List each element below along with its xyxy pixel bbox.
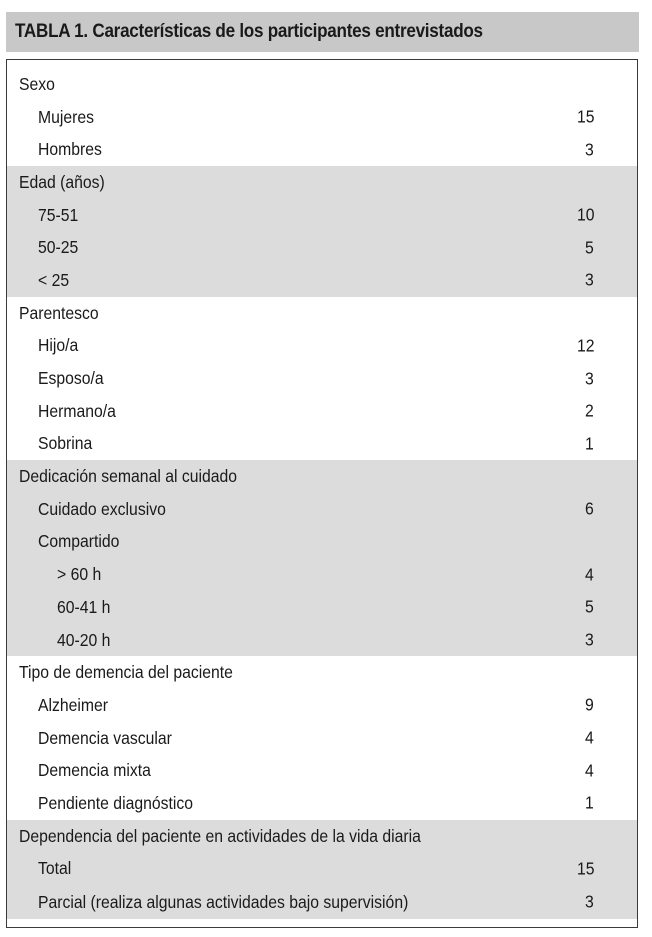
row-label: Alzheimer bbox=[38, 694, 109, 715]
group-heading: Tipo de demencia del paciente bbox=[19, 662, 233, 683]
group-heading: Dedicación semanal al cuidado bbox=[19, 466, 238, 487]
row-value: 4 bbox=[585, 760, 594, 781]
group-sexo bbox=[7, 68, 637, 166]
row-value: 9 bbox=[585, 694, 594, 715]
row-label: Esposo/a bbox=[38, 368, 104, 389]
table-row bbox=[7, 853, 637, 886]
table-row bbox=[7, 264, 637, 297]
row-label: Demencia vascular bbox=[38, 727, 172, 748]
table-row bbox=[7, 722, 637, 755]
characteristics-table bbox=[6, 59, 638, 928]
row-value: 3 bbox=[585, 368, 594, 389]
group-dedicacion bbox=[7, 460, 637, 656]
table-row bbox=[7, 231, 637, 264]
group-heading: Sexo bbox=[19, 73, 55, 94]
table-row bbox=[7, 493, 637, 526]
row-value: 3 bbox=[585, 269, 594, 290]
row-label: Pendiente diagnóstico bbox=[38, 792, 193, 813]
table-row bbox=[7, 526, 637, 559]
row-label: 50-25 bbox=[38, 237, 79, 258]
group-heading: Edad (años) bbox=[19, 171, 105, 192]
row-value: 3 bbox=[585, 891, 594, 912]
row-value: 5 bbox=[585, 596, 594, 617]
row-value: 3 bbox=[585, 629, 594, 650]
row-label: 60-41 h bbox=[57, 596, 111, 617]
row-label: 75-51 bbox=[38, 204, 79, 225]
table-row bbox=[7, 689, 637, 722]
row-label: Hombres bbox=[38, 139, 102, 160]
row-label: Compartido bbox=[38, 531, 120, 552]
row-value: 15 bbox=[576, 858, 594, 879]
table-title: TABLA 1. Características de los participantes entrevistados bbox=[15, 21, 483, 42]
group-parentesco bbox=[7, 297, 637, 460]
group-tipo-demencia bbox=[7, 656, 637, 819]
table-row bbox=[7, 787, 637, 820]
row-value: 1 bbox=[585, 433, 594, 454]
row-label: Total bbox=[38, 858, 72, 879]
table-row bbox=[7, 624, 637, 657]
row-label: Hermano/a bbox=[38, 400, 116, 421]
table-row bbox=[7, 133, 637, 166]
row-value: 2 bbox=[585, 400, 594, 421]
table-row bbox=[7, 591, 637, 624]
table-title-bar bbox=[6, 12, 639, 52]
row-value: 6 bbox=[585, 498, 594, 519]
row-value: 4 bbox=[585, 564, 594, 585]
table-row bbox=[7, 330, 637, 363]
row-label: 40-20 h bbox=[57, 629, 111, 650]
table-row bbox=[7, 754, 637, 787]
table-row bbox=[7, 199, 637, 232]
row-label: Hijo/a bbox=[38, 335, 79, 356]
group-dependencia bbox=[7, 820, 637, 919]
row-value: 1 bbox=[585, 792, 594, 813]
row-label: Cuidado exclusivo bbox=[38, 498, 166, 519]
table-row bbox=[7, 885, 637, 919]
row-label: Parcial (realiza algunas actividades bajo supervisión) bbox=[38, 891, 409, 912]
row-value: 12 bbox=[576, 335, 594, 356]
row-label: < 25 bbox=[38, 269, 70, 290]
row-value: 10 bbox=[576, 204, 594, 225]
table-row bbox=[7, 558, 637, 591]
group-heading: Dependencia del paciente en actividades de la vida diaria bbox=[19, 825, 421, 846]
table-row bbox=[7, 428, 637, 461]
row-label: > 60 h bbox=[57, 564, 102, 585]
row-value: 15 bbox=[576, 106, 594, 127]
row-value: 4 bbox=[585, 727, 594, 748]
row-label: Mujeres bbox=[38, 106, 95, 127]
group-edad bbox=[7, 166, 637, 297]
group-heading: Parentesco bbox=[19, 302, 99, 323]
table-row bbox=[7, 395, 637, 428]
table-row bbox=[7, 101, 637, 134]
row-value: 5 bbox=[585, 237, 594, 258]
table-row bbox=[7, 362, 637, 395]
row-value: 3 bbox=[585, 139, 594, 160]
row-label: Demencia mixta bbox=[38, 760, 151, 781]
row-label: Sobrina bbox=[38, 433, 93, 454]
